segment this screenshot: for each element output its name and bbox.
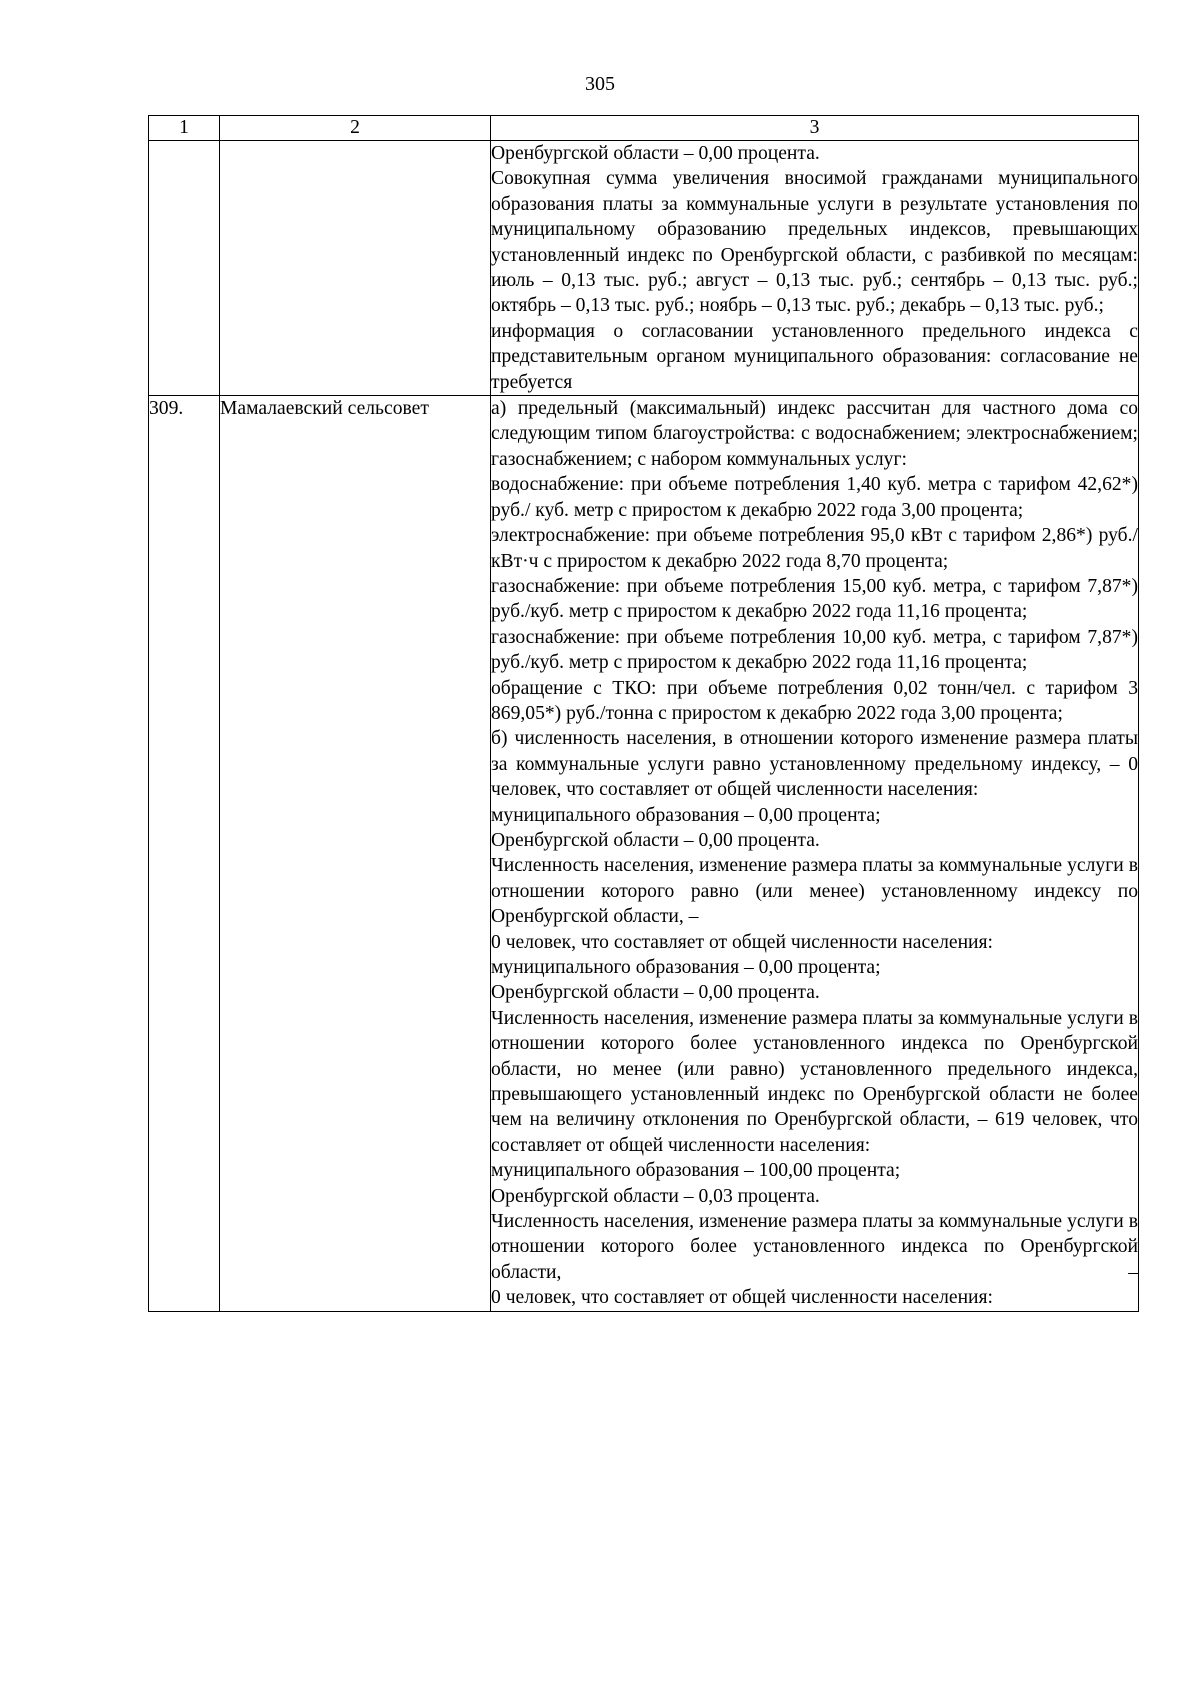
paragraph: водоснабжение: при объеме потребления 1,40 куб. метра с тарифом 42,62*) руб./ куб. метр с приростом к декабрю 2022 года 3,00 процента; [491,474,1138,521]
paragraph: информация о согласовании установленного предельного индекса с представительным органом муниципального образования: согласование не требуется [491,320,1138,393]
paragraph: Совокупная сумма увеличения вносимой гражданами муниципального образования платы за коммунальные услуги в результате установления по муниципальному образованию предельных индексов, превышающих установленный индекс по Оренбургской области, с разбивкой по месяцам: июль – 0,13 тыс. руб.; август – 0,13 тыс. руб.; сентябрь – 0,13 тыс. руб.; октябрь – 0,13 тыс. руб.; ноябрь – 0,13 тыс. руб.; декабрь – 0,13 тыс. руб.; [491,168,1138,317]
row-number: 309. [149,396,220,1312]
municipality-name: Мамалаевский сельсовет [220,396,491,1312]
page-number: 305 [585,73,615,95]
paragraph: обращение с ТКО: при объеме потребления 0,02 тонн/чел. с тарифом 3 869,05*) руб./тонна с приростом к декабрю 2022 года 3,00 процента; [491,677,1138,724]
paragraph: Численность населения, изменение размера платы за коммунальные услуги в отношении которого более установленного индекса по Оренбургской области, но менее (или равно) установленного предельного индекса, превышающего установленный индекс по Оренбургской области не более чем на величину отклонения по Оренбургской области, – 619 человек, что составляет от общей численности населения: [491,1007,1138,1156]
paragraph: газоснабжение: при объеме потребления 15,00 куб. метра, с тарифом 7,87*) руб./куб. метр с приростом к декабрю 2022 года 11,16 процента; [491,575,1138,623]
row-number [149,141,220,396]
paragraph: Оренбургской области – 0,00 процента. [491,982,820,1004]
paragraph: 0 человек, что составляет от общей численности населения: [491,1287,994,1309]
paragraph: а) предельный (максимальный) индекс рассчитан для частного дома со следующим типом благоустройства: с водоснабжением; электроснабжением; газоснабжением; с набором коммунальных услуг: [491,398,1138,470]
paragraph: Численность населения, изменение размера платы за коммунальные услуги в отношении которого равно (или менее) установленному индексу по Оренбургской области, – [491,855,1138,928]
table-row [149,141,1139,396]
row-description [491,396,1139,1312]
municipality-name [220,141,491,396]
table-row [149,396,1139,1312]
header-col-3: 3 [491,116,1139,141]
document-table [148,115,1139,1312]
paragraph: Оренбургской области – 0,00 процента. [491,829,820,851]
paragraph: муниципального образования – 0,00 процента; [491,804,881,826]
paragraph: б) численность населения, в отношении которого изменение размера платы за коммунальные услуги равно установленному предельному индексу, – 0 человек, что составляет от общей численности населения: [491,728,1138,801]
paragraph: муниципального образования – 0,00 процента; [491,957,881,978]
paragraph: Оренбургской области – 0,03 процента. [491,1185,820,1207]
table-header-row [149,116,1139,141]
paragraph: Оренбургской области – 0,00 процента. [491,143,820,164]
header-col-1: 1 [149,116,220,141]
row-description [491,141,1139,396]
paragraph: Численность населения, изменение размера платы за коммунальные услуги в отношении которого более установленного индекса по Оренбургской области, – [491,1211,1138,1283]
paragraph: муниципального образования – 100,00 процента; [491,1160,901,1182]
paragraph: электроснабжение: при объеме потребления 95,0 кВт с тарифом 2,86*) руб./кВт·ч с приростом к декабрю 2022 года 8,70 процента; [491,525,1138,572]
paragraph: газоснабжение: при объеме потребления 10,00 куб. метра, с тарифом 7,87*) руб./куб. метр с приростом к декабрю 2022 года 11,16 процента; [491,626,1138,674]
paragraph: 0 человек, что составляет от общей численности населения: [491,931,994,953]
header-col-2: 2 [220,116,491,141]
